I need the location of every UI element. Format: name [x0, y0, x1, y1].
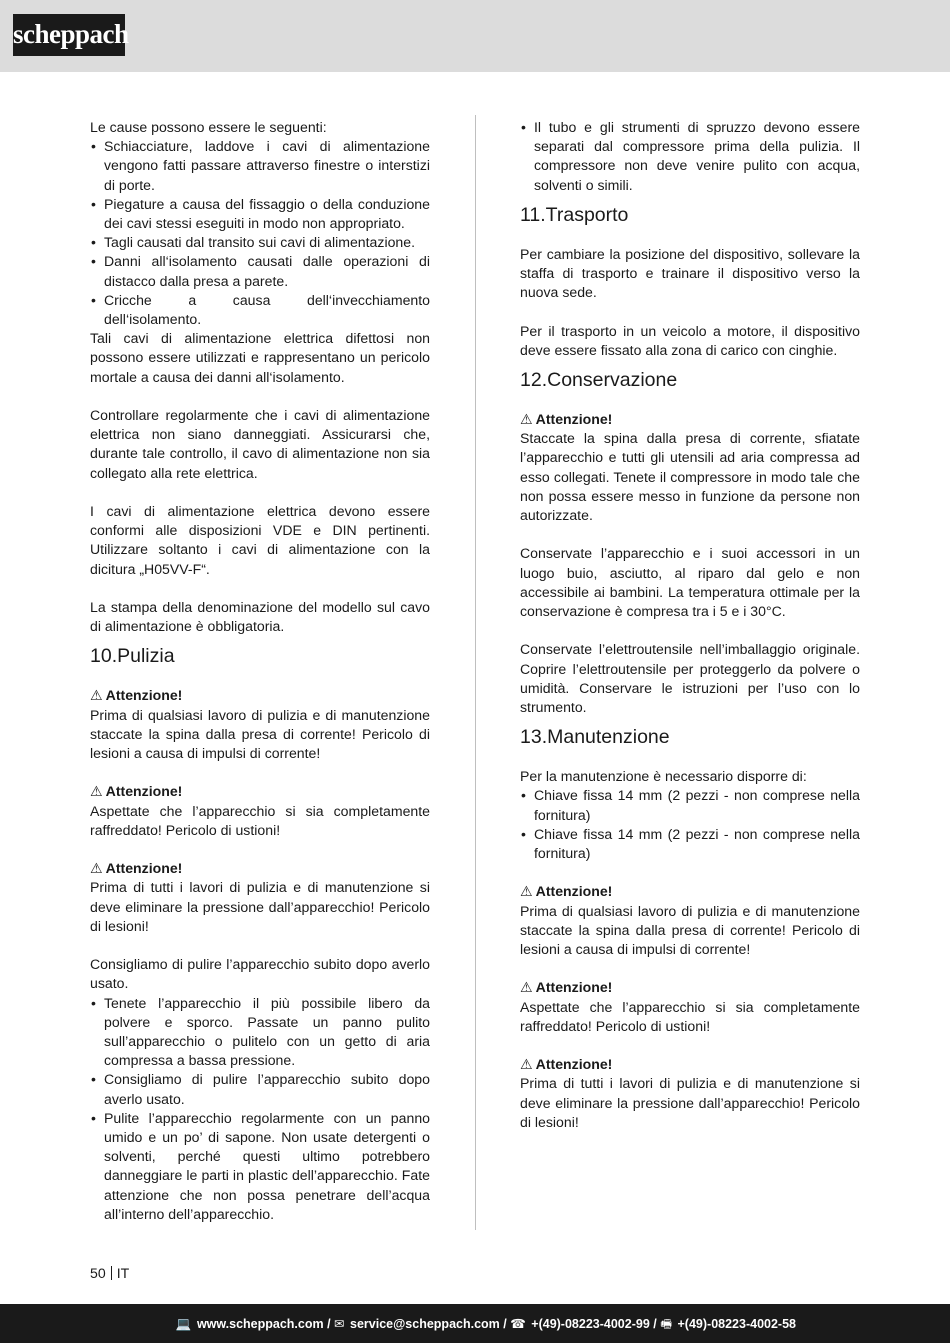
paragraph: Prima di qualsiasi lavoro di pulizia e di manutenzione staccate la spina dalla presa di corrente! Pericolo di lesioni a causa di impulsi di corrente!	[520, 902, 860, 958]
warning-heading: ⚠ Attenzione!	[90, 687, 183, 704]
footer-website[interactable]: www.scheppach.com /	[196, 1317, 331, 1331]
page-language: IT	[116, 1265, 130, 1281]
list-item: • Consigliamo di pulire l’apparecchio subito dopo averlo usato.	[90, 1070, 430, 1108]
list-item: • Tenete l’apparecchio il più possibile libero da polvere e sporco. Passate un panno pulito sull’apparecchio o pulitelo con un getto di aria compressa a bassa pressione.	[90, 994, 430, 1071]
warning-heading: ⚠ Attenzione!	[520, 883, 613, 900]
warning-icon: ⚠	[520, 411, 533, 428]
paragraph: Conservate l’apparecchio e i suoi accessori in un luogo buio, asciutto, al riparo dal gelo e non accessibile ai bambini. La temperatura ottimale per la conservazione è compresa tra i 5 e i 30°C.	[520, 545, 860, 620]
paragraph: Aspettate che l’apparecchio si sia completamente raffreddato! Pericolo di ustioni!	[90, 802, 430, 838]
warning-icon: ⚠	[520, 979, 533, 996]
paragraph: Aspettate che l’apparecchio si sia completamente raffreddato! Pericolo di ustioni!	[520, 998, 860, 1034]
warning-icon: ⚠	[90, 860, 103, 877]
footer-phone: +(49)-08223-4002-99 /	[531, 1317, 657, 1331]
section-heading-manutenzione	[520, 717, 860, 767]
paragraph: Staccate la spina dalla presa di corrente, sfiatate l’apparecchio e tutti gli utensili ad aria compressa ad esso collegati. Tenete il compressore in modo tale che non possa essere messo in funzione da persone non autorizzate.	[520, 430, 860, 524]
footer-contacts	[176, 1315, 796, 1336]
right-column	[520, 118, 860, 1132]
list-item: • Piegature a causa del fissaggio o della conduzione dei cavi stessi eseguiti in modo non appropriato.	[90, 195, 430, 233]
cleaning-list-continued	[520, 118, 860, 195]
brand-logo: scheppach	[13, 14, 125, 56]
paragraph: Per la manutenzione è necessario disporre di:	[520, 768, 807, 785]
section-heading-trasporto	[520, 195, 860, 245]
computer-icon: 💻	[175, 1317, 192, 1331]
page-number	[90, 1265, 129, 1281]
warning-heading: ⚠ Attenzione!	[520, 411, 613, 428]
envelope-icon: ✉	[334, 1317, 345, 1331]
section-title: Conservazione	[547, 369, 678, 392]
column-divider	[475, 115, 476, 1230]
section-title: Pulizia	[117, 645, 175, 668]
paragraph: Prima di qualsiasi lavoro di pulizia e di manutenzione staccate la spina dalla presa di corrente! Pericolo di lesioni a causa di impulsi di corrente!	[90, 706, 430, 762]
paragraph: Conservate l’elettroutensile nell’imballaggio originale. Coprire l’elettroutensile per proteggerlo da polvere o umidità. Conservare le istruzioni per l’uso con lo strumento.	[520, 641, 860, 716]
paragraph: Per il trasporto in un veicolo a motore, il dispositivo deve essere fissato alla zona di carico con cinghie.	[520, 322, 860, 358]
section-number: 12.	[520, 369, 548, 392]
list-item: • Cricche a causa dell‘invecchiamento dell‘isolamento.	[90, 291, 430, 329]
warning-heading: ⚠ Attenzione!	[520, 1056, 613, 1073]
warning-heading: ⚠ Attenzione!	[90, 860, 183, 877]
warning-heading: ⚠ Attenzione!	[90, 783, 183, 800]
paragraph: Per cambiare la posizione del dispositivo, sollevare la staffa di trasporto e trainare il dispositivo verso la nuova sede.	[520, 245, 860, 301]
list-item: • Danni all‘isolamento causati dalle operazioni di distacco dalla presa a parete.	[90, 252, 430, 290]
fax-icon: 🖷	[660, 1317, 673, 1331]
list-item: • Chiave fissa 14 mm (2 pezzi - non comprese nella fornitura)	[520, 825, 860, 863]
footer-fax: +(49)-08223-4002-58	[677, 1317, 796, 1331]
section-number: 11.	[520, 203, 546, 226]
paragraph: La stampa della denominazione del modello sul cavo di alimentazione è obbligatoria.	[90, 599, 430, 635]
footer-email[interactable]: service@scheppach.com /	[350, 1317, 507, 1331]
list-item: • Tagli causati dal transito sui cavi di alimentazione.	[90, 233, 430, 252]
paragraph: Prima di tutti i lavori di pulizia e di manutenzione si deve eliminare la pressione dall’apparecchio! Pericolo di lesioni!	[90, 879, 430, 934]
causes-list	[90, 137, 430, 329]
section-title: Trasporto	[545, 203, 629, 226]
paragraph: I cavi di alimentazione elettrica devono essere conformi alle disposizioni VDE e DIN pertinenti. Utilizzare soltanto i cavi di alimentazione con la dicitura „H05VV-F“.	[90, 503, 430, 577]
tools-list	[520, 786, 860, 863]
paragraph: Consigliamo di pulire l’apparecchio subito dopo averlo usato.	[90, 956, 430, 992]
list-item: • Il tubo e gli strumenti di spruzzo devono essere separati dal compressore prima della pulizia. Il compressore non deve venire pulito con acqua, solventi o simili.	[520, 118, 860, 195]
page-number-value: 50	[90, 1265, 106, 1281]
page-number-separator	[111, 1266, 112, 1280]
paragraph: Tali cavi di alimentazione elettrica difettosi non possono essere utilizzati e rappresentano un pericolo mortale a causa dei danni all‘isolamento.	[90, 330, 430, 385]
section-title: Manutenzione	[547, 726, 670, 749]
phone-icon: ☎	[510, 1317, 526, 1331]
warning-icon: ⚠	[90, 687, 103, 704]
section-heading-pulizia	[90, 636, 430, 686]
section-number: 10.	[90, 645, 118, 668]
list-item: • Schiacciature, laddove i cavi di alimentazione vengono fatti passare attraverso finestre o interstizi di porte.	[90, 137, 430, 195]
causes-intro: Le cause possono essere le seguenti:	[90, 119, 327, 135]
cleaning-list	[90, 994, 430, 1224]
list-item: • Pulite l’apparecchio regolarmente con un panno umido e un po’ di sapone. Non usate detergenti o solventi, perché questi ultimo potrebbero danneggiare le parti in plastic dell’apparecchio. Fate attenzione che non possa penetrare dell’acqua all’interno dell’apparecchio.	[90, 1109, 430, 1224]
warning-heading: ⚠ Attenzione!	[520, 979, 613, 996]
section-heading-conservazione	[520, 360, 860, 410]
section-number: 13.	[520, 726, 548, 749]
warning-icon: ⚠	[90, 783, 103, 800]
warning-icon: ⚠	[520, 883, 533, 900]
paragraph: Controllare regolarmente che i cavi di alimentazione elettrica non siano danneggiati. Assicurarsi che, durante tale controllo, il cavo di alimentazione non sia collegato alla rete elettrica.	[90, 407, 430, 481]
header-band	[0, 0, 950, 72]
warning-icon: ⚠	[520, 1056, 533, 1073]
list-item: • Chiave fissa 14 mm (2 pezzi - non comprese nella fornitura)	[520, 786, 860, 824]
footer-band	[0, 1304, 950, 1343]
left-column	[90, 118, 430, 1224]
paragraph: Prima di tutti i lavori di pulizia e di manutenzione si deve eliminare la pressione dall’apparecchio! Pericolo di lesioni!	[520, 1075, 860, 1130]
